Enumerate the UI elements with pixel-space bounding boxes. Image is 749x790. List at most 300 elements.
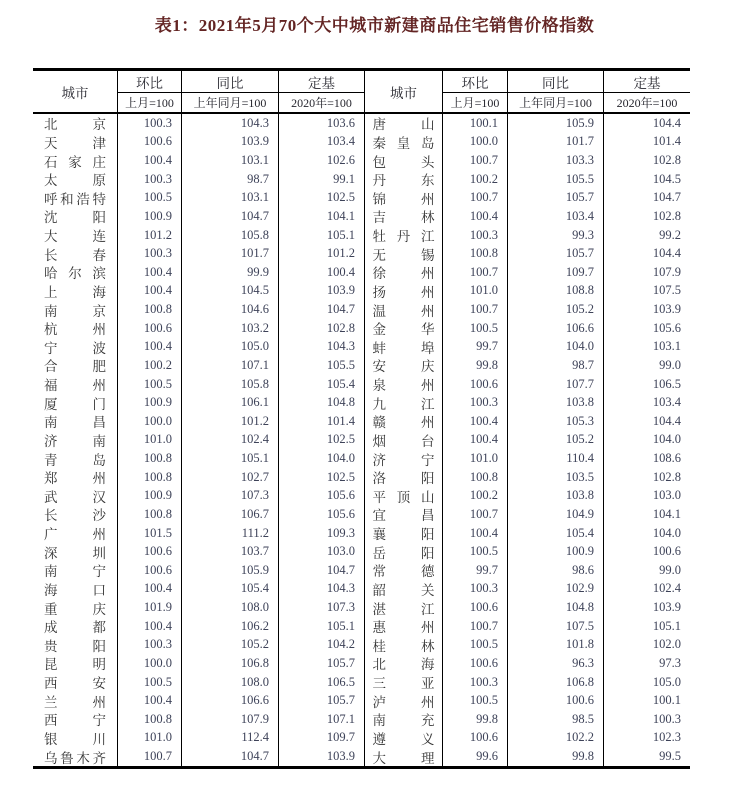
fixed-base-value-cell: 105.4: [278, 375, 364, 394]
header-city-right: 城市: [364, 71, 442, 114]
mom-value-cell: 100.7: [442, 300, 507, 319]
city-name: 长 沙: [44, 508, 106, 524]
header-city-left: 城市: [33, 71, 117, 114]
subheader-mom-left: 上月=100: [117, 93, 181, 114]
city-cell: [33, 747, 117, 766]
fixed-base-value-cell: 103.4: [278, 133, 364, 152]
city-name: 北 海: [372, 657, 435, 673]
fixed-base-value-cell: 103.6: [278, 114, 364, 133]
city-name: 扬 州: [372, 284, 435, 300]
city-cell: [364, 431, 442, 450]
fixed-base-value-cell: 108.6: [603, 449, 690, 468]
city-cell: [364, 133, 442, 152]
city-name: 宁 波: [44, 340, 106, 356]
city-name: 太 原: [44, 173, 106, 189]
city-cell: [33, 282, 117, 301]
mom-value-cell: 100.4: [442, 524, 507, 543]
fixed-base-value-cell: 104.3: [278, 580, 364, 599]
fixed-base-value-cell: 107.5: [603, 282, 690, 301]
mom-value-cell: 101.9: [117, 598, 181, 617]
fixed-base-value-cell: 104.8: [278, 393, 364, 412]
fixed-base-value-cell: 103.9: [278, 747, 364, 766]
city-name: 海 口: [44, 582, 106, 598]
city-cell: [33, 263, 117, 282]
mom-value-cell: 100.3: [117, 636, 181, 655]
city-cell: [364, 338, 442, 357]
mom-value-cell: 100.8: [117, 449, 181, 468]
yoy-value-cell: 98.5: [507, 710, 603, 729]
city-cell: [33, 691, 117, 710]
city-cell: [364, 561, 442, 580]
yoy-value-cell: 106.8: [507, 673, 603, 692]
fixed-base-value-cell: 102.8: [278, 319, 364, 338]
header-yoy-right: 同比: [507, 71, 603, 93]
yoy-value-cell: 96.3: [507, 654, 603, 673]
city-cell: [364, 747, 442, 766]
yoy-value-cell: 106.7: [181, 505, 278, 524]
city-cell: [33, 170, 117, 189]
yoy-value-cell: 107.5: [507, 617, 603, 636]
city-cell: [364, 468, 442, 487]
mom-value-cell: 100.7: [442, 263, 507, 282]
city-cell: [364, 729, 442, 748]
city-name: 济 南: [44, 433, 106, 449]
fixed-base-value-cell: 101.2: [278, 244, 364, 263]
yoy-value-cell: 103.1: [181, 151, 278, 170]
city-cell: [33, 617, 117, 636]
mom-value-cell: 101.0: [442, 282, 507, 301]
city-name: 长 春: [44, 247, 106, 263]
mom-value-cell: 100.6: [117, 133, 181, 152]
mom-value-cell: 100.6: [117, 319, 181, 338]
city-name: 呼 和 浩 特: [44, 191, 106, 207]
mom-value-cell: 100.6: [442, 598, 507, 617]
city-cell: [364, 598, 442, 617]
yoy-value-cell: 105.2: [507, 300, 603, 319]
fixed-base-value-cell: 105.1: [278, 226, 364, 245]
mom-value-cell: 100.5: [442, 691, 507, 710]
city-name: 襄 阳: [372, 527, 435, 543]
fixed-base-value-cell: 109.3: [278, 524, 364, 543]
city-name: 岳 阳: [372, 545, 435, 561]
yoy-value-cell: 105.2: [507, 431, 603, 450]
city-name: 牡 丹 江: [372, 229, 435, 245]
fixed-base-value-cell: 105.7: [278, 654, 364, 673]
fixed-base-value-cell: 107.9: [603, 263, 690, 282]
mom-value-cell: 100.3: [442, 226, 507, 245]
yoy-value-cell: 102.7: [181, 468, 278, 487]
yoy-value-cell: 104.7: [181, 747, 278, 766]
yoy-value-cell: 103.5: [507, 468, 603, 487]
city-name: 金 华: [372, 322, 435, 338]
fixed-base-value-cell: 105.6: [278, 505, 364, 524]
yoy-value-cell: 103.3: [507, 151, 603, 170]
city-name: 哈 尔 滨: [44, 266, 106, 282]
fixed-base-value-cell: 103.4: [603, 393, 690, 412]
fixed-base-value-cell: 102.3: [603, 729, 690, 748]
mom-value-cell: 100.4: [442, 412, 507, 431]
mom-value-cell: 100.4: [442, 431, 507, 450]
city-name: 天 津: [44, 135, 106, 151]
mom-value-cell: 100.9: [117, 207, 181, 226]
yoy-value-cell: 105.5: [507, 170, 603, 189]
city-cell: [364, 263, 442, 282]
mom-value-cell: 100.6: [117, 542, 181, 561]
yoy-value-cell: 105.2: [181, 636, 278, 655]
city-name: 南 昌: [44, 415, 106, 431]
yoy-value-cell: 103.9: [181, 133, 278, 152]
city-cell: [33, 598, 117, 617]
city-cell: [364, 170, 442, 189]
fixed-base-value-cell: 103.0: [603, 487, 690, 506]
mom-value-cell: 100.3: [117, 244, 181, 263]
mom-value-cell: 100.3: [442, 580, 507, 599]
city-cell: [33, 654, 117, 673]
city-name: 三 亚: [372, 676, 435, 692]
city-cell: [33, 189, 117, 208]
fixed-base-value-cell: 103.0: [278, 542, 364, 561]
city-name: 遵 义: [372, 731, 435, 747]
mom-value-cell: 100.4: [117, 282, 181, 301]
fixed-base-value-cell: 106.5: [603, 375, 690, 394]
city-cell: [33, 636, 117, 655]
fixed-base-value-cell: 104.3: [278, 338, 364, 357]
city-cell: [33, 580, 117, 599]
mom-value-cell: 100.4: [117, 580, 181, 599]
yoy-value-cell: 108.8: [507, 282, 603, 301]
fixed-base-value-cell: 100.3: [603, 710, 690, 729]
city-name: 包 头: [372, 154, 435, 170]
mom-value-cell: 100.9: [117, 393, 181, 412]
city-cell: [33, 449, 117, 468]
mom-value-cell: 100.7: [442, 505, 507, 524]
yoy-value-cell: 104.5: [181, 282, 278, 301]
yoy-value-cell: 109.7: [507, 263, 603, 282]
mom-value-cell: 100.0: [117, 412, 181, 431]
mom-value-cell: 100.5: [442, 319, 507, 338]
yoy-value-cell: 104.8: [507, 598, 603, 617]
fixed-base-value-cell: 102.5: [278, 431, 364, 450]
fixed-base-value-cell: 99.5: [603, 747, 690, 766]
yoy-value-cell: 106.2: [181, 617, 278, 636]
header-mom-right: 环比: [442, 71, 507, 93]
city-cell: [364, 356, 442, 375]
city-name: 合 肥: [44, 359, 106, 375]
city-cell: [364, 673, 442, 692]
city-cell: [33, 226, 117, 245]
fixed-base-value-cell: 101.4: [603, 133, 690, 152]
mom-value-cell: 100.4: [117, 617, 181, 636]
yoy-value-cell: 98.7: [507, 356, 603, 375]
city-name: 宜 昌: [372, 508, 435, 524]
yoy-value-cell: 107.1: [181, 356, 278, 375]
city-cell: [364, 654, 442, 673]
fixed-base-value-cell: 100.1: [603, 691, 690, 710]
mom-value-cell: 100.4: [117, 691, 181, 710]
yoy-value-cell: 103.4: [507, 207, 603, 226]
fixed-base-value-cell: 100.4: [278, 263, 364, 282]
city-name: 福 州: [44, 378, 106, 394]
mom-value-cell: 100.3: [117, 170, 181, 189]
fixed-base-value-cell: 102.8: [603, 151, 690, 170]
city-cell: [33, 710, 117, 729]
fixed-base-value-cell: 102.8: [603, 468, 690, 487]
yoy-value-cell: 105.4: [181, 580, 278, 599]
yoy-value-cell: 107.9: [181, 710, 278, 729]
fixed-base-value-cell: 105.0: [603, 673, 690, 692]
subheader-mom-right: 上月=100: [442, 93, 507, 114]
city-cell: [364, 636, 442, 655]
city-name: 青 岛: [44, 452, 106, 468]
city-name: 昆 明: [44, 657, 106, 673]
header-fixed-base-left: 定基: [278, 71, 364, 93]
mom-value-cell: 100.7: [442, 151, 507, 170]
fixed-base-value-cell: 105.1: [603, 617, 690, 636]
mom-value-cell: 100.8: [117, 505, 181, 524]
mom-value-cell: 100.5: [117, 375, 181, 394]
yoy-value-cell: 103.1: [181, 189, 278, 208]
city-cell: [33, 412, 117, 431]
fixed-base-value-cell: 109.7: [278, 729, 364, 748]
yoy-value-cell: 103.2: [181, 319, 278, 338]
mom-value-cell: 100.3: [442, 393, 507, 412]
mom-value-cell: 100.9: [117, 487, 181, 506]
city-cell: [33, 207, 117, 226]
table-title: 表1：2021年5月70个大中城市新建商品住宅销售价格指数: [154, 16, 595, 35]
yoy-value-cell: 105.9: [181, 561, 278, 580]
city-cell: [33, 244, 117, 263]
city-name: 石 家 庄: [44, 154, 106, 170]
yoy-value-cell: 104.7: [181, 207, 278, 226]
fixed-base-value-cell: 107.1: [278, 710, 364, 729]
yoy-value-cell: 103.8: [507, 487, 603, 506]
mom-value-cell: 100.7: [442, 617, 507, 636]
yoy-value-cell: 106.1: [181, 393, 278, 412]
yoy-value-cell: 108.0: [181, 598, 278, 617]
mom-value-cell: 100.5: [442, 636, 507, 655]
fixed-base-value-cell: 103.9: [603, 598, 690, 617]
fixed-base-value-cell: 102.8: [603, 207, 690, 226]
fixed-base-value-cell: 101.4: [278, 412, 364, 431]
mom-value-cell: 100.2: [442, 170, 507, 189]
city-cell: [33, 524, 117, 543]
city-name: 赣 州: [372, 415, 435, 431]
mom-value-cell: 99.8: [442, 356, 507, 375]
city-cell: [364, 207, 442, 226]
city-cell: [364, 449, 442, 468]
yoy-value-cell: 108.0: [181, 673, 278, 692]
city-cell: [33, 542, 117, 561]
city-cell: [33, 468, 117, 487]
mom-value-cell: 99.7: [442, 338, 507, 357]
city-name: 无 锡: [372, 247, 435, 263]
city-cell: [364, 282, 442, 301]
fixed-base-value-cell: 105.6: [603, 319, 690, 338]
city-name: 济 宁: [372, 452, 435, 468]
yoy-value-cell: 99.3: [507, 226, 603, 245]
city-name: 上 海: [44, 284, 106, 300]
mom-value-cell: 100.2: [117, 356, 181, 375]
city-cell: [33, 114, 117, 133]
header-fixed-base-right: 定基: [603, 71, 690, 93]
city-name: 北 京: [44, 117, 106, 133]
mom-value-cell: 100.2: [442, 487, 507, 506]
fixed-base-value-cell: 104.7: [278, 561, 364, 580]
city-name: 厦 门: [44, 396, 106, 412]
city-name: 秦 皇 岛: [372, 135, 435, 151]
fixed-base-value-cell: 99.1: [278, 170, 364, 189]
yoy-value-cell: 102.4: [181, 431, 278, 450]
city-cell: [364, 226, 442, 245]
mom-value-cell: 100.4: [117, 263, 181, 282]
mom-value-cell: 101.2: [117, 226, 181, 245]
city-cell: [33, 151, 117, 170]
fixed-base-value-cell: 103.9: [603, 300, 690, 319]
yoy-value-cell: 104.0: [507, 338, 603, 357]
city-cell: [33, 729, 117, 748]
city-name: 西 安: [44, 676, 106, 692]
city-cell: [364, 487, 442, 506]
city-name: 大 连: [44, 229, 106, 245]
yoy-value-cell: 103.7: [181, 542, 278, 561]
yoy-value-cell: 101.7: [507, 133, 603, 152]
yoy-value-cell: 111.2: [181, 524, 278, 543]
city-name: 银 川: [44, 731, 106, 747]
fixed-base-value-cell: 107.3: [278, 598, 364, 617]
yoy-value-cell: 105.0: [181, 338, 278, 357]
yoy-value-cell: 101.2: [181, 412, 278, 431]
yoy-value-cell: 102.2: [507, 729, 603, 748]
city-name: 贵 阳: [44, 638, 106, 654]
fixed-base-value-cell: 104.5: [603, 170, 690, 189]
city-name: 成 都: [44, 620, 106, 636]
yoy-value-cell: 100.9: [507, 542, 603, 561]
yoy-value-cell: 99.9: [181, 263, 278, 282]
mom-value-cell: 99.7: [442, 561, 507, 580]
fixed-base-value-cell: 104.1: [278, 207, 364, 226]
city-cell: [33, 673, 117, 692]
fixed-base-value-cell: 104.1: [603, 505, 690, 524]
fixed-base-value-cell: 105.1: [278, 617, 364, 636]
fixed-base-value-cell: 100.6: [603, 542, 690, 561]
city-name: 广 州: [44, 527, 106, 543]
mom-value-cell: 100.4: [117, 151, 181, 170]
city-cell: [364, 524, 442, 543]
city-cell: [33, 505, 117, 524]
city-name: 惠 州: [372, 620, 435, 636]
city-name: 平 顶 山: [372, 489, 435, 505]
city-name: 唐 山: [372, 117, 435, 133]
city-cell: [364, 375, 442, 394]
yoy-value-cell: 98.7: [181, 170, 278, 189]
city-name: 安 庆: [372, 359, 435, 375]
mom-value-cell: 100.8: [117, 710, 181, 729]
fixed-base-value-cell: 106.5: [278, 673, 364, 692]
fixed-base-value-cell: 102.4: [603, 580, 690, 599]
yoy-value-cell: 106.8: [181, 654, 278, 673]
city-cell: [33, 133, 117, 152]
fixed-base-value-cell: 104.0: [603, 524, 690, 543]
fixed-base-value-cell: 99.2: [603, 226, 690, 245]
yoy-value-cell: 105.9: [507, 114, 603, 133]
header-mom-left: 环比: [117, 71, 181, 93]
fixed-base-value-cell: 102.5: [278, 468, 364, 487]
city-name: 温 州: [372, 303, 435, 319]
city-name: 重 庆: [44, 601, 106, 617]
yoy-value-cell: 105.8: [181, 375, 278, 394]
fixed-base-value-cell: 97.3: [603, 654, 690, 673]
yoy-value-cell: 105.4: [507, 524, 603, 543]
city-cell: [364, 505, 442, 524]
subheader-fixed-base-left: 2020年=100: [278, 93, 364, 114]
city-name: 洛 阳: [372, 471, 435, 487]
city-name: 泉 州: [372, 378, 435, 394]
city-name: 深 圳: [44, 545, 106, 561]
yoy-value-cell: 104.3: [181, 114, 278, 133]
mom-value-cell: 100.5: [117, 673, 181, 692]
city-name: 丹 东: [372, 173, 435, 189]
city-name: 韶 关: [372, 582, 435, 598]
city-cell: [364, 151, 442, 170]
city-name: 常 德: [372, 564, 435, 580]
mom-value-cell: 100.8: [117, 468, 181, 487]
city-cell: [33, 338, 117, 357]
city-cell: [364, 710, 442, 729]
mom-value-cell: 100.3: [117, 114, 181, 133]
yoy-value-cell: 106.6: [507, 319, 603, 338]
city-cell: [364, 114, 442, 133]
fixed-base-value-cell: 105.5: [278, 356, 364, 375]
yoy-value-cell: 107.3: [181, 487, 278, 506]
yoy-value-cell: 98.6: [507, 561, 603, 580]
fixed-base-value-cell: 102.0: [603, 636, 690, 655]
fixed-base-value-cell: 104.4: [603, 244, 690, 263]
mom-value-cell: 100.6: [442, 654, 507, 673]
city-cell: [364, 244, 442, 263]
city-name: 大 理: [372, 750, 435, 766]
yoy-value-cell: 104.9: [507, 505, 603, 524]
fixed-base-value-cell: 104.2: [278, 636, 364, 655]
city-name: 武 汉: [44, 489, 106, 505]
city-cell: [364, 691, 442, 710]
city-name: 南 宁: [44, 564, 106, 580]
mom-value-cell: 100.0: [117, 654, 181, 673]
mom-value-cell: 100.4: [442, 207, 507, 226]
city-name: 蚌 埠: [372, 340, 435, 356]
mom-value-cell: 100.8: [117, 300, 181, 319]
city-name: 九 江: [372, 396, 435, 412]
city-name: 南 充: [372, 713, 435, 729]
city-name: 兰 州: [44, 694, 106, 710]
mom-value-cell: 100.1: [442, 114, 507, 133]
city-cell: [33, 300, 117, 319]
mom-value-cell: 100.6: [442, 375, 507, 394]
price-index-table: [33, 68, 690, 769]
city-cell: [33, 431, 117, 450]
yoy-value-cell: 105.7: [507, 189, 603, 208]
city-name: 沈 阳: [44, 210, 106, 226]
fixed-base-value-cell: 105.6: [278, 487, 364, 506]
mom-value-cell: 100.5: [442, 542, 507, 561]
city-name: 西 宁: [44, 713, 106, 729]
yoy-value-cell: 105.7: [507, 244, 603, 263]
yoy-value-cell: 105.8: [181, 226, 278, 245]
city-cell: [33, 561, 117, 580]
city-cell: [33, 375, 117, 394]
subheader-yoy-left: 上年同月=100: [181, 93, 278, 114]
mom-value-cell: 100.7: [442, 189, 507, 208]
mom-value-cell: 100.4: [117, 338, 181, 357]
